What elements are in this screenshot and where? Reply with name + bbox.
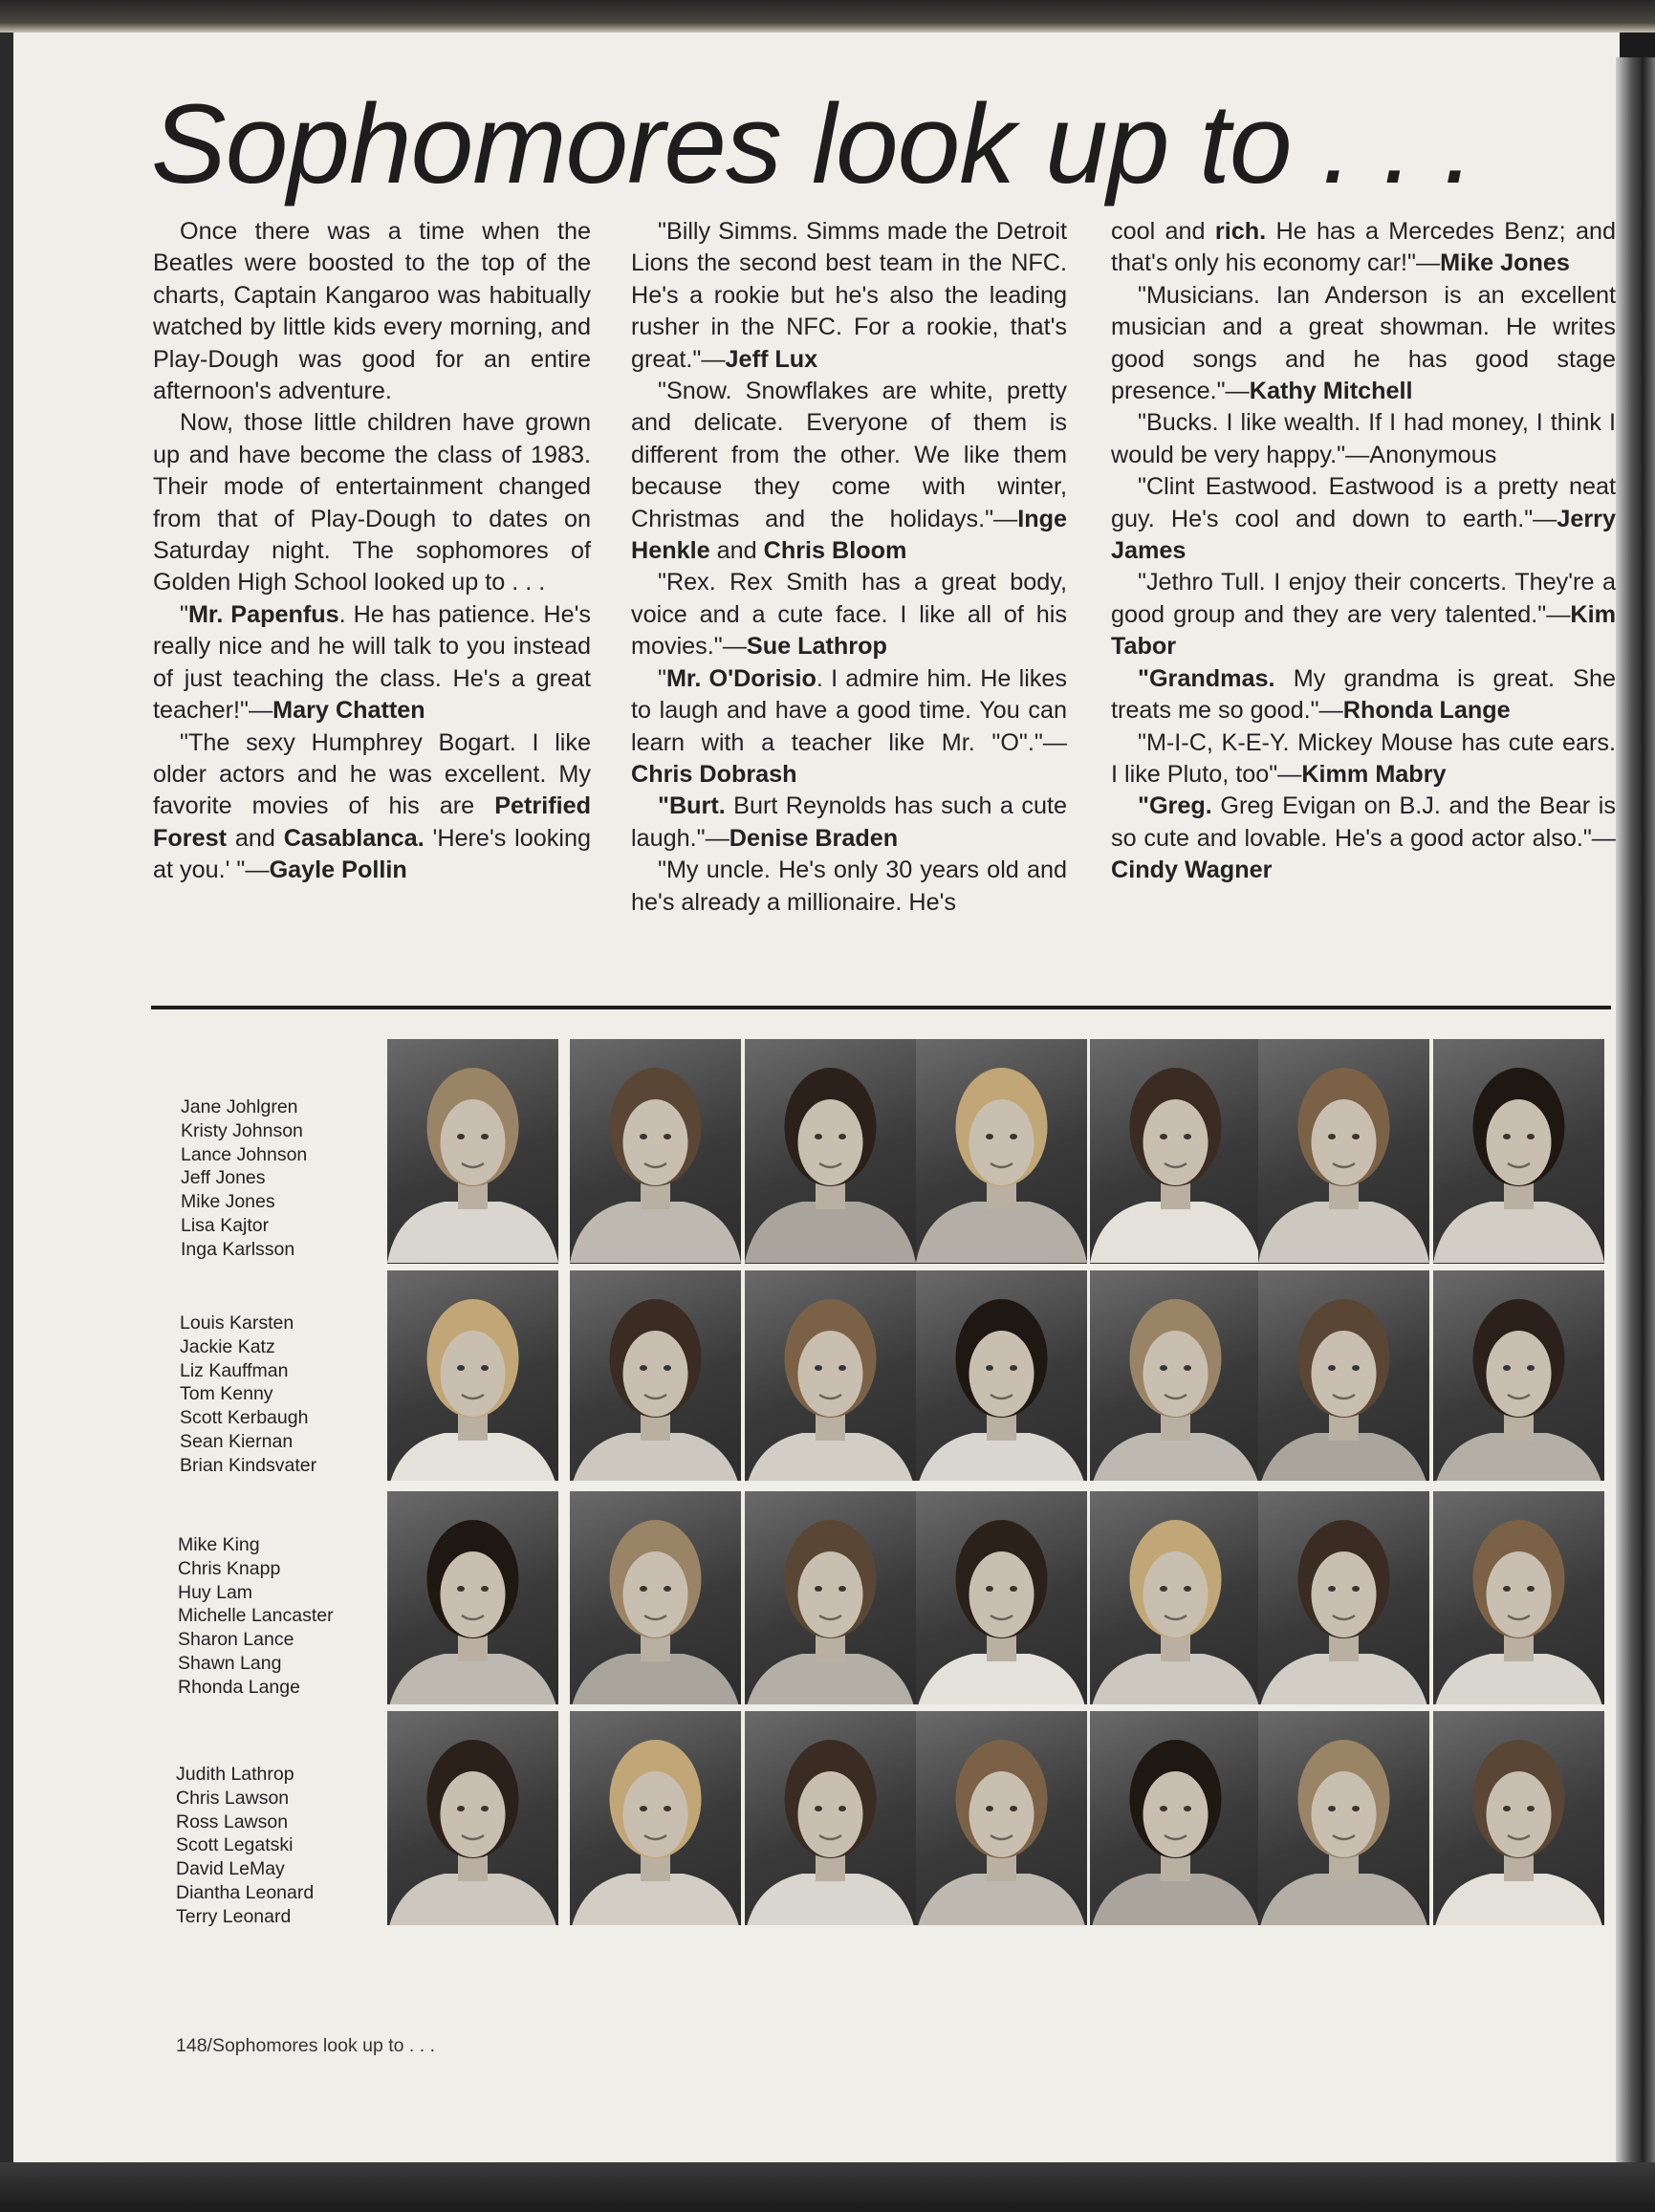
student-portrait (387, 1039, 558, 1264)
page-title: Sophomores look up to . . . (151, 81, 1474, 207)
portrait-figure-icon (916, 1039, 1087, 1263)
quote-text: "Musicians. Ian Anderson is an excellent musician and a great showman. He writes good songs and he has good stage presence."— (1111, 281, 1616, 405)
article-paragraph (1111, 216, 1616, 280)
student-portrait (1090, 1270, 1261, 1481)
portrait-figure-icon (916, 1491, 1087, 1704)
portrait-figure-icon (1258, 1711, 1429, 1925)
quote-author: Gayle Pollin (269, 857, 407, 884)
portrait-figure-icon (745, 1711, 916, 1925)
quote-subject: Mr. Papenfus (187, 600, 339, 628)
student-name: David LeMay (176, 1858, 285, 1880)
portrait-figure-icon (1433, 1039, 1604, 1263)
quote-author: Sue Lathrop (746, 633, 887, 661)
article-column-1 (153, 216, 591, 887)
portrait-figure-icon (1090, 1491, 1261, 1704)
portrait-figure-icon (570, 1711, 741, 1925)
portrait-figure-icon (1090, 1270, 1261, 1481)
scan-bottom-edge (0, 2162, 1655, 2212)
quote-text: "Jethro Tull. I enjoy their concerts. They're a good group and they are very talented."— (1111, 569, 1616, 628)
student-name: Huy Lam (178, 1581, 253, 1603)
scan-top-edge (0, 0, 1655, 33)
student-name: Mike Jones (181, 1191, 275, 1213)
student-portrait (387, 1711, 558, 1925)
quote-author: Chris Dobrash (631, 760, 797, 788)
article-paragraph (1111, 471, 1616, 567)
article-paragraph (631, 791, 1067, 855)
portrait-figure-icon (916, 1711, 1087, 1925)
article-paragraph (1111, 727, 1616, 792)
quote-text: "My uncle. He's only 30 years old and he's already a millionaire. He's (631, 857, 1067, 916)
quote-author: Kimm Mabry (1301, 760, 1447, 788)
student-name: Lance Johnson (181, 1143, 308, 1165)
portrait-figure-icon (387, 1711, 558, 1925)
page-folio: 148/Sophomores look up to . . . (176, 2035, 436, 2056)
quote-subject: "Burt. (658, 792, 726, 820)
article-column-3 (1111, 216, 1616, 887)
quote-text: "Billy Simms. Simms made the Detroit Lions the second best team in the NFC. He's a rookie but he's also the leading rusher in the NFC. For a rookie, that's great."— (631, 218, 1067, 373)
student-name: Scott Kerbaugh (180, 1407, 309, 1429)
article-paragraph (631, 567, 1067, 662)
portrait-name-list (181, 1095, 307, 1262)
student-name: Brian Kindsvater (180, 1454, 317, 1476)
student-portrait (387, 1270, 558, 1481)
quote-subject: "Grandmas. (1138, 664, 1275, 692)
quote-text: He has a Mercedes Benz; and that's only his economy car!"— (1111, 218, 1616, 277)
student-name: Chris Knapp (178, 1557, 281, 1579)
article-paragraph (631, 376, 1067, 567)
student-portrait (1258, 1270, 1429, 1481)
portrait-figure-icon (745, 1491, 916, 1704)
quote-subject: "Greg. (1138, 792, 1212, 820)
student-portrait (745, 1039, 916, 1264)
article-paragraph (631, 855, 1067, 919)
article-paragraph (631, 216, 1067, 376)
student-name: Chris Lawson (176, 1787, 290, 1809)
student-name: Kristy Johnson (181, 1119, 303, 1141)
student-name: Shawn Lang (178, 1652, 282, 1674)
portrait-figure-icon (1258, 1270, 1429, 1481)
student-portrait (570, 1711, 741, 1925)
portrait-figure-icon (1090, 1039, 1261, 1263)
student-name: Jane Johlgren (181, 1096, 298, 1117)
student-portrait (570, 1491, 741, 1704)
quote-text: cool and (1111, 218, 1215, 245)
student-name: Judith Lathrop (176, 1764, 294, 1785)
portrait-name-list (180, 1312, 316, 1478)
student-portrait (1433, 1039, 1604, 1264)
article-paragraph (153, 727, 591, 887)
quote-text: "M-I-C, K-E-Y. Mickey Mouse has cute ears. I like Pluto, too"— (1111, 728, 1616, 788)
portrait-figure-icon (1090, 1711, 1261, 1925)
student-name: Rhonda Lange (178, 1676, 300, 1698)
quote-text: " (658, 664, 666, 692)
quote-author: Inge Henkle (631, 505, 1067, 565)
quote-text: "Clint Eastwood. Eastwood is a pretty neat guy. He's cool and down to earth."— (1111, 473, 1616, 532)
student-name: Sean Kiernan (180, 1430, 294, 1452)
article-paragraph (1111, 791, 1616, 886)
portrait-figure-icon (745, 1270, 916, 1481)
quote-text: Burt Reynolds has such a cute laugh."— (631, 792, 1067, 852)
quote-subject: Petrified Forest (153, 792, 591, 852)
student-portrait (1090, 1711, 1261, 1925)
student-name: Jeff Jones (181, 1167, 266, 1189)
student-name: Jackie Katz (180, 1335, 275, 1357)
student-portrait (745, 1270, 916, 1481)
portrait-figure-icon (570, 1491, 741, 1704)
student-portrait (1258, 1039, 1429, 1264)
quote-author: Jerry James (1111, 505, 1616, 565)
student-name: Ross Lawson (176, 1811, 289, 1832)
quote-text: and (226, 824, 284, 852)
portrait-figure-icon (1258, 1039, 1429, 1263)
student-portrait (1433, 1270, 1604, 1481)
student-portrait (387, 1491, 558, 1704)
quote-text: . He has patience. He's really nice and he will talk to you instead of just teaching the class. He's a great teacher!"— (153, 600, 592, 725)
student-portrait (1433, 1491, 1604, 1704)
student-portrait (916, 1491, 1087, 1704)
quote-text: and (709, 537, 764, 565)
article-paragraph (1111, 663, 1616, 727)
portrait-figure-icon (387, 1270, 558, 1481)
portrait-figure-icon (1433, 1711, 1604, 1925)
portrait-name-list (178, 1533, 334, 1700)
quote-subject: rich. (1214, 218, 1267, 245)
portrait-figure-icon (745, 1039, 916, 1263)
scan-right-edge (1616, 57, 1655, 2179)
student-portrait (916, 1711, 1087, 1925)
student-name: Sharon Lance (178, 1629, 294, 1651)
quote-text: Greg Evigan on B.J. and the Bear is so cute and lovable. He's a good actor also."— (1111, 792, 1616, 852)
portrait-figure-icon (1258, 1491, 1429, 1704)
quote-author: Mike Jones (1440, 249, 1570, 277)
article-paragraph (631, 663, 1067, 792)
student-name: Louis Karsten (180, 1312, 294, 1334)
article-paragraph (153, 599, 591, 727)
article-column-2 (631, 216, 1067, 919)
quote-author: Chris Bloom (763, 537, 907, 565)
student-name: Mike King (178, 1534, 260, 1555)
quote-author: Denise Braden (729, 824, 899, 852)
portrait-figure-icon (916, 1270, 1087, 1481)
student-portrait (916, 1039, 1087, 1264)
student-portrait (1258, 1711, 1429, 1925)
quote-text: "Snow. Snowflakes are white, pretty and delicate. Everyone of them is different from the other. We like them because they come with winter, Christmas and the holidays."— (631, 378, 1067, 532)
student-portrait (570, 1039, 741, 1264)
quote-subject: Mr. O'Dorisio (665, 664, 817, 692)
quote-text: "Rex. Rex Smith has a great body, voice and a cute face. I like all of his movies."— (631, 569, 1067, 661)
student-portrait (745, 1491, 916, 1704)
quote-text: Now, those little children have grown up and have become the class of 1983. Their mode of entertainment changed from that of Play-Dough to dates on Saturday night. The sophomores of Golden High School looked up to . . . (153, 409, 591, 596)
article-paragraph (1111, 407, 1616, 471)
student-name: Inga Karlsson (181, 1238, 295, 1260)
student-name: Diantha Leonard (176, 1881, 315, 1903)
student-portrait (1433, 1711, 1604, 1925)
portrait-figure-icon (1433, 1270, 1604, 1481)
portrait-figure-icon (387, 1039, 558, 1263)
student-name: Scott Legatski (176, 1834, 294, 1856)
quote-author: Kim Tabor (1111, 600, 1616, 661)
quote-author: Jeff Lux (725, 345, 818, 373)
article-paragraph (1111, 567, 1616, 662)
quote-text: "Bucks. I like wealth. If I had money, I think I would be very happy."—Anonymous (1111, 409, 1616, 468)
student-name: Liz Kauffman (180, 1359, 289, 1381)
student-portrait (570, 1270, 741, 1481)
portrait-figure-icon (1433, 1491, 1604, 1704)
quote-text: " (180, 600, 188, 628)
quote-author: Cindy Wagner (1111, 857, 1273, 884)
student-name: Lisa Kajtor (181, 1214, 270, 1236)
portrait-figure-icon (387, 1491, 558, 1704)
quote-text: . I admire him. He likes to laugh and have a good time. You can learn with a teacher like Mr. "O"."— (631, 664, 1067, 756)
student-portrait (745, 1711, 916, 1925)
portrait-figure-icon (570, 1039, 741, 1263)
student-name: Terry Leonard (176, 1905, 292, 1927)
student-name: Michelle Lancaster (178, 1605, 334, 1627)
quote-text: Once there was a time when the Beatles were boosted to the top of the charts, Captain Kangaroo was habitually watched by little kids every morning, and Play-Dough was good for an entire afternoon's adventure. (153, 218, 591, 405)
quote-text: "The sexy Humphrey Bogart. I like older actors and he was excellent. My favorite movies of his are (153, 728, 591, 820)
student-portrait (1090, 1039, 1261, 1264)
quote-text: 'Here's looking at you.' "— (153, 824, 591, 884)
article-paragraph (1111, 280, 1616, 408)
portrait-figure-icon (570, 1270, 741, 1481)
student-portrait (916, 1270, 1087, 1481)
quote-text: My grandma is great. She treats me so good."— (1111, 664, 1616, 725)
quote-subject: Casablanca. (283, 824, 425, 852)
quote-author: Kathy Mitchell (1249, 378, 1413, 405)
quote-author: Rhonda Lange (1342, 697, 1511, 725)
quote-author: Mary Chatten (272, 697, 425, 725)
article-paragraph (153, 407, 591, 598)
portrait-name-list (176, 1763, 314, 1929)
article-paragraph (153, 216, 591, 407)
student-portrait (1090, 1491, 1261, 1704)
student-portrait (1258, 1491, 1429, 1704)
student-name: Tom Kenny (180, 1383, 273, 1405)
section-divider (151, 1006, 1611, 1009)
